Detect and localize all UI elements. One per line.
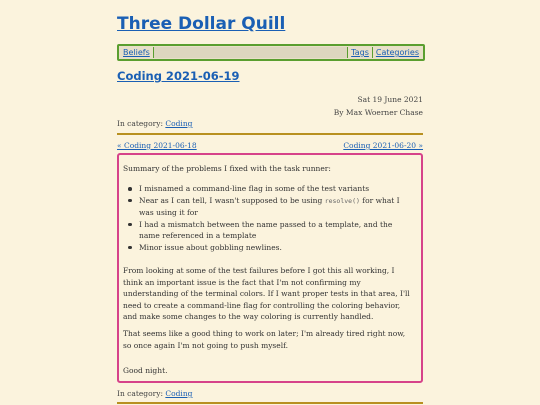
category-prefix: In category:	[117, 389, 166, 398]
nav-categories-link[interactable]: Categories	[375, 48, 419, 57]
nav-beliefs-link[interactable]: Beliefs	[123, 48, 150, 57]
list-item: I had a mismatch between the name passed to a template, and the name referenced in a template	[125, 219, 413, 242]
list-item: I misnamed a command-line flag in some of the test variants	[125, 183, 413, 195]
top-navbar	[117, 44, 425, 61]
post-author: By Max Woerner Chase	[333, 108, 423, 117]
category-line-top	[117, 119, 192, 128]
body-paragraph: From looking at some of the test failures before I got this all working, I think an important issue is the fact that I'm not confirming my understanding of the terminal colors. If I want proper tests in that area, I'll need to create a command-line flag for controlling the coloring behavior, and make some changes to the way coloring is currently handled.	[123, 266, 410, 321]
previous-post-link[interactable]: « Coding 2021-06-18	[117, 141, 197, 150]
closing-paragraph: Good night.	[123, 366, 168, 375]
list-item-text: Near as I can tell, I wasn't supposed to be using	[139, 195, 325, 205]
divider-rule	[117, 402, 423, 404]
post-date: Sat 19 June 2021	[357, 95, 423, 104]
fix-list	[125, 183, 413, 253]
list-item	[125, 195, 413, 219]
category-link[interactable]: Coding	[165, 119, 193, 128]
divider-rule	[117, 133, 423, 135]
inline-code: resolve()	[324, 196, 360, 205]
summary-paragraph: Summary of the problems I fixed with the task runner:	[123, 164, 331, 173]
category-prefix: In category:	[117, 119, 166, 128]
list-item-text: for what I was using it for	[139, 195, 400, 217]
site-title-link[interactable]: Three Dollar Quill	[117, 14, 286, 34]
post-content	[117, 153, 423, 383]
category-line-bottom	[117, 389, 192, 398]
next-post-link[interactable]: Coding 2021-06-20 »	[343, 141, 423, 150]
nav-spacer	[153, 47, 348, 58]
list-item: Minor issue about gobbling newlines.	[125, 242, 413, 254]
nav-tags-link[interactable]: Tags	[351, 48, 369, 57]
body-paragraph: That seems like a good thing to work on later; I'm already tired right now, so once again I'm not going to push myself.	[123, 329, 406, 350]
category-link[interactable]: Coding	[165, 389, 193, 398]
post-title-link[interactable]: Coding 2021-06-19	[117, 69, 240, 83]
